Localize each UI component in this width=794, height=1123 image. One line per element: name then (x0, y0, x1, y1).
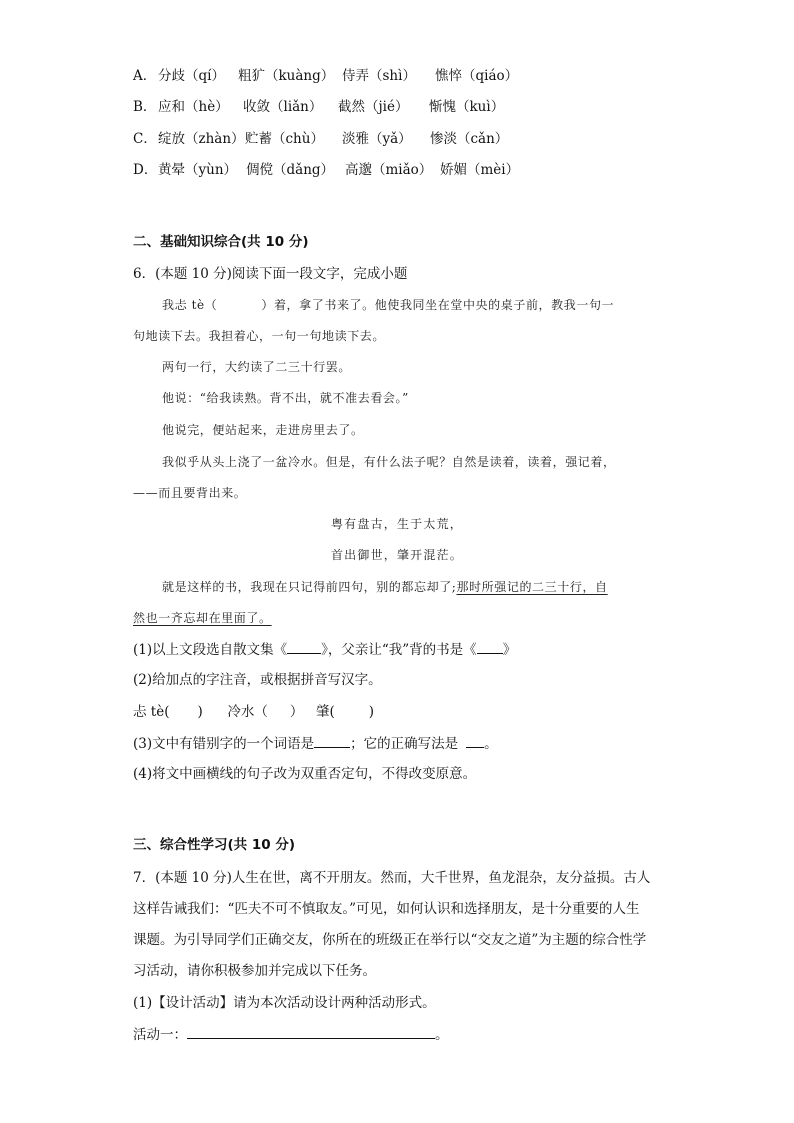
passage-line: 句地读下去。我担着心，一句一句地读下去。 (133, 329, 386, 343)
question-text: 》，父亲让“我”背的书是《 (321, 642, 477, 658)
fill-item: 忐 tè( (133, 704, 170, 720)
passage-line: 我似乎从头上浇了一盆冷水。但是，有什么法子呢？自然是读着，读着，强记着， (162, 455, 616, 469)
question-text: 》 (502, 642, 517, 658)
passage-text: 就是这样的书，我现在只记得前四句，别的都忘却了; (162, 580, 457, 594)
passage-line (162, 295, 614, 315)
option-letter: D． (133, 162, 158, 178)
question-text: 。 (484, 736, 498, 752)
underlined-sentence: 然也一齐忘却在里面了。 (133, 611, 272, 625)
answer-blank[interactable] (187, 1024, 435, 1039)
option-item: 倜傥（dǎng） (246, 162, 335, 178)
answer-blank[interactable] (287, 639, 321, 654)
fill-item: ) (197, 704, 203, 720)
passage-line: 两句一行，大约读了二三十行罢。 (162, 360, 352, 374)
question-text: ；它的正确写法是 (350, 736, 459, 752)
answer-blank[interactable] (477, 639, 503, 654)
fill-in-line (133, 702, 374, 722)
passage-line (162, 577, 608, 597)
passage-line: 他说完，便站起来，走进房里去了。 (162, 423, 364, 437)
passage-line: ——而且要背出来。 (133, 486, 247, 500)
option-item: 娇媚（mèi） (440, 162, 520, 178)
option-item: 惭愧（kuì） (429, 99, 505, 115)
option-letter: A． (133, 68, 157, 84)
fill-item: ） (289, 704, 304, 720)
option-item: 绽放（zhàn） (158, 131, 245, 147)
option-item: 分歧（qí） (158, 68, 225, 84)
option-item: 惨淡（cǎn） (430, 131, 509, 147)
option-item: 应和（hè） (158, 99, 229, 115)
answer-blank[interactable] (466, 733, 484, 748)
sub-question-4: (4)将文中画横线的句子改为双重否定句，不得改变原意。 (133, 766, 477, 782)
option-item: 粗犷（kuàng） (238, 68, 335, 84)
sub-question-1 (133, 639, 516, 660)
sub-question-2: (2)给加点的字注音，或根据拼音写汉字。 (133, 672, 382, 688)
option-item: 收敛（liǎn） (243, 99, 323, 115)
passage-text: ）着，拿了书来了。他使我同坐在堂中央的桌子前，教我一句一 (261, 298, 615, 312)
activity-label: 活动一： (133, 1027, 187, 1043)
poem-line: 首出御世，肇开混茫。 (330, 548, 463, 562)
section-heading: 三、综合性学习(共 10 分) (133, 837, 296, 853)
fill-item: ) (368, 704, 375, 720)
sub-question-3 (133, 733, 498, 754)
option-item: 贮蓄（chù） (245, 131, 324, 147)
section-heading: 二、基础知识综合(共 10 分) (133, 234, 309, 250)
option-item: 淡雅（yǎ） (342, 131, 412, 147)
fill-item: 肇( (315, 704, 335, 720)
option-item: 憔悴（qiáo） (435, 68, 519, 84)
passage-line: 他说：“给我读熟。背不出，就不准去看会。” (162, 391, 409, 405)
option-item: 侍弄（shì） (342, 68, 416, 84)
passage-line (133, 608, 272, 628)
option-letter: C． (133, 131, 157, 147)
answer-blank[interactable] (314, 733, 350, 748)
question-text-line: 习活动，请你积极参加并完成以下任务。 (133, 963, 376, 979)
question-text: (3)文中有错别字的一个词语是 (133, 736, 315, 752)
underlined-sentence: 那时所强记的二三十行，自 (456, 580, 608, 594)
activity-line (133, 1024, 449, 1045)
question-text: (1)以上文段选自散文集《 (133, 642, 288, 658)
question-intro: 6．(本题 10 分)阅读下面一段文字，完成小题 (133, 266, 408, 282)
passage-text: 我忐 tè（ (162, 298, 218, 312)
question-text-line: 7．(本题 10 分)人生在世，离不开朋友。然而，大千世界，鱼龙混杂，友分益损。古人 (133, 870, 651, 886)
option-letter: B． (133, 99, 157, 115)
question-text-line: 这样告诫我们：“匹夫不可不慎取友。”可见，如何认识和选择朋友，是十分重要的人生 (133, 901, 640, 917)
question-text-line: 课题。为引导同学们正确交友，你所在的班级正在举行以“交友之道”为主题的综合性学 (133, 932, 647, 948)
activity-label: 。 (435, 1027, 449, 1043)
option-item: 高邈（miǎo） (345, 162, 433, 178)
option-item: 截然（jié） (338, 99, 409, 115)
fill-item: 冷水（ (227, 704, 268, 720)
option-item: 黄晕（yùn） (158, 162, 238, 178)
sub-question-1: (1)【设计活动】请为本次活动设计两种活动形式。 (133, 995, 436, 1011)
poem-line: 粤有盘古，生于太荒， (330, 517, 463, 531)
